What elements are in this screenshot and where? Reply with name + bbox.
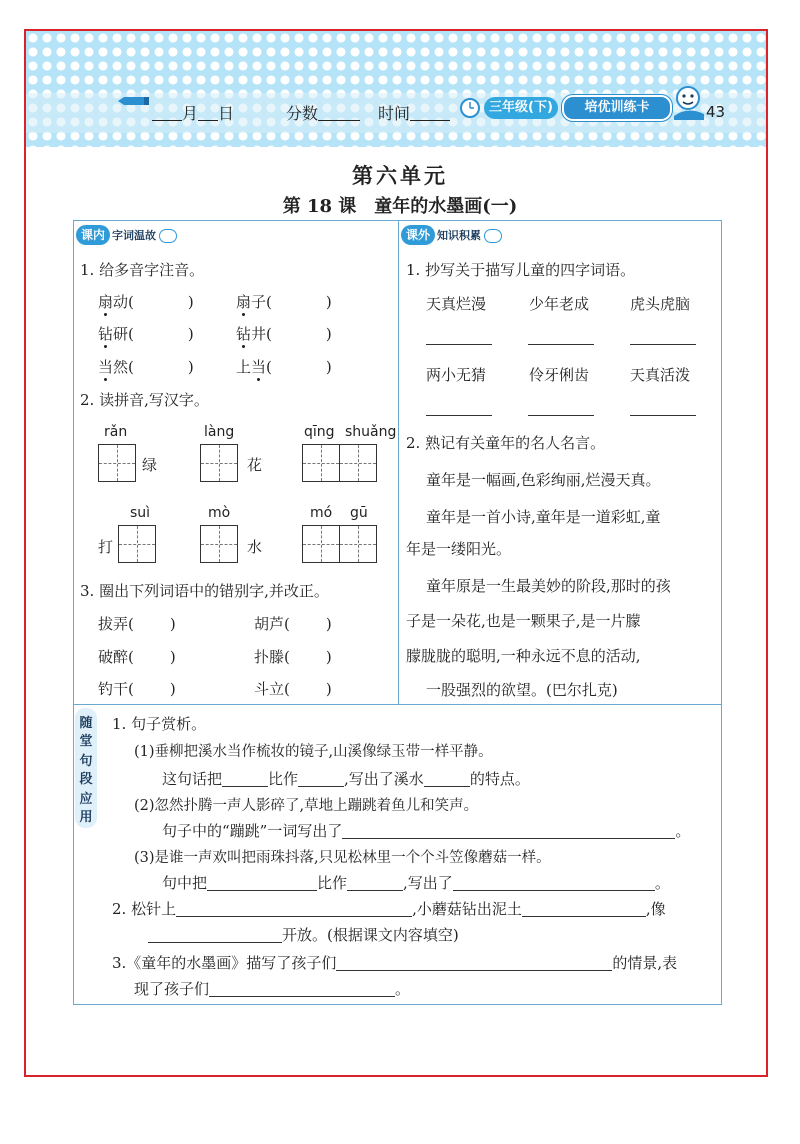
left-q2-title: 2. 读拼音,写汉字。 — [80, 391, 209, 409]
clock-icon — [459, 97, 481, 119]
left-q3-title: 3. 圈出下列词语中的错别字,并改正。 — [80, 582, 329, 600]
pinyin-label: mó — [310, 505, 333, 521]
left-q1-title: 1. 给多音字注音。 — [80, 261, 205, 279]
section-tag-right — [401, 225, 502, 247]
day-label: 日 — [218, 104, 235, 123]
copy-blank[interactable] — [528, 415, 594, 416]
tag-main-left: 课内 — [76, 225, 110, 245]
answer-blank[interactable] — [176, 902, 412, 917]
page-number: 43 — [706, 103, 726, 121]
given-char: 打 — [98, 538, 114, 556]
quote-line: 童年是一幅画,色彩绚丽,烂漫天真。 — [426, 471, 661, 489]
char-grid — [339, 525, 377, 563]
answer-blank[interactable] — [207, 876, 317, 891]
pinyin-label: gū — [350, 505, 368, 521]
given-char: 水 — [247, 538, 263, 556]
sentence-3: (3)是谁一声欢叫把雨珠抖落,只见松林里一个个斗笠像蘑菇一样。 — [134, 850, 551, 866]
right-q1-title: 1. 抄写关于描写儿童的四字词语。 — [406, 261, 636, 279]
bottom-q3: 3.《童年的水墨画》描写了孩子们 的情景,表 — [112, 954, 678, 972]
answer-blank[interactable] — [424, 772, 470, 787]
answer-blank[interactable] — [222, 772, 268, 787]
copy-blank[interactable] — [426, 415, 492, 416]
date-fields — [152, 101, 234, 124]
quote-line: 一股强烈的欲望。(巴尔扎克) — [426, 681, 618, 699]
char-grid — [200, 444, 238, 482]
polyphone-item: 当然( ) — [98, 358, 194, 376]
char-grid — [302, 444, 340, 482]
month-label: 月 — [182, 104, 199, 123]
bottom-q1-title: 1. 句子赏析。 — [112, 715, 207, 733]
score-field — [286, 101, 360, 124]
polyphone-item: 上当( ) — [236, 358, 332, 376]
unit-title: 第六单元 — [352, 163, 448, 188]
given-char: 绿 — [142, 456, 158, 474]
char-grid — [302, 525, 340, 563]
time-label: 时间 — [378, 104, 411, 123]
char-grid — [339, 444, 377, 482]
time-field — [378, 101, 450, 124]
typo-item: 斗立( ) — [254, 680, 332, 698]
answer-blank[interactable] — [336, 956, 612, 971]
lesson-title: 第 18 课 童年的水墨画(一) — [282, 196, 518, 217]
idiom-word: 伶牙俐齿 — [529, 366, 590, 384]
answer-blank[interactable] — [453, 876, 655, 891]
answer-blank[interactable] — [347, 876, 403, 891]
sentence-3-question: 句中把 比作 ,写出了 。 — [162, 874, 670, 892]
brand-badge: 培优训练卡 — [562, 95, 672, 121]
pinyin-label: shuǎng — [345, 424, 397, 440]
polyphone-item: 扇动( ) — [98, 293, 194, 311]
idiom-word: 少年老成 — [529, 295, 590, 313]
typo-item: 胡芦( ) — [254, 615, 332, 633]
copy-blank[interactable] — [630, 344, 696, 345]
quote-line: 童年是一首小诗,童年是一道彩虹,童 — [426, 508, 661, 526]
answer-blank[interactable] — [522, 902, 646, 917]
typo-item: 钓干( ) — [98, 680, 176, 698]
sentence-2: (2)忽然扑腾一声人影碎了,草地上蹦跳着鱼儿和笑声。 — [134, 798, 479, 814]
pinyin-label: suì — [130, 505, 151, 521]
quote-line: 子是一朵花,也是一颗果子,是一片朦 — [406, 612, 641, 630]
sentence-1: (1)垂柳把溪水当作梳妆的镜子,山溪像绿玉带一样平静。 — [134, 744, 493, 760]
idiom-word: 两小无猜 — [426, 366, 487, 384]
pencil-icon — [118, 95, 150, 107]
quote-line: 童年原是一生最美妙的阶段,那时的孩 — [426, 577, 671, 595]
polyphone-item: 钻井( ) — [236, 325, 332, 343]
given-char: 花 — [247, 456, 263, 474]
answer-blank[interactable] — [298, 772, 344, 787]
grade-badge: 三年级(下) — [484, 97, 558, 119]
char-grid — [118, 525, 156, 563]
char-grid — [200, 525, 238, 563]
tag-main-right: 课外 — [401, 225, 435, 245]
quote-line: 年是一缕阳光。 — [406, 540, 512, 558]
pinyin-label: mò — [208, 505, 231, 521]
bottom-q2-cont: 开放。(根据课文内容填空) — [148, 924, 459, 945]
side-label: 随 堂 句 段 应 用 — [75, 708, 97, 828]
pinyin-label: rǎn — [104, 424, 128, 440]
section-tag-left — [76, 225, 177, 247]
cloud-icon — [484, 229, 502, 243]
cloud-icon — [159, 229, 177, 243]
typo-item: 拔弄( ) — [98, 615, 176, 633]
idiom-word: 天真活泼 — [630, 366, 691, 384]
copy-blank[interactable] — [630, 415, 696, 416]
tag-sub-right: 知识积累 — [437, 229, 482, 242]
answer-blank[interactable] — [148, 928, 282, 943]
idiom-word: 虎头虎脑 — [630, 295, 691, 313]
sentence-1-question: 这句话把 比作 ,写出了溪水 的特点。 — [162, 770, 530, 788]
bottom-q2: 2. 松针上 ,小蘑菇钻出泥土 ,像 — [112, 900, 666, 918]
right-q2-title: 2. 熟记有关童年的名人名言。 — [406, 434, 606, 452]
typo-item: 破醉( ) — [98, 648, 176, 666]
bottom-q3-cont: 现了孩子们 。 — [134, 980, 411, 998]
score-label: 分数 — [286, 104, 319, 123]
answer-blank[interactable] — [342, 824, 675, 839]
polyphone-item: 钻研( ) — [98, 325, 194, 343]
copy-blank[interactable] — [528, 344, 594, 345]
idiom-word: 天真烂漫 — [426, 295, 487, 313]
sentence-2-question: 句子中的“蹦跳”一词写出了 。 — [162, 822, 691, 840]
pinyin-label: làng — [204, 424, 235, 440]
pinyin-label: qīng — [304, 424, 335, 440]
polyphone-item: 扇子( ) — [236, 293, 332, 311]
typo-item: 扑滕( ) — [254, 648, 332, 666]
char-grid — [98, 444, 136, 482]
mascot-icon — [666, 80, 710, 124]
tag-sub-left: 字词温故 — [112, 229, 157, 242]
quote-line: 朦胧胧的聪明,一种永远不息的活动, — [406, 647, 641, 665]
answer-blank[interactable] — [209, 982, 395, 997]
copy-blank[interactable] — [426, 344, 492, 345]
